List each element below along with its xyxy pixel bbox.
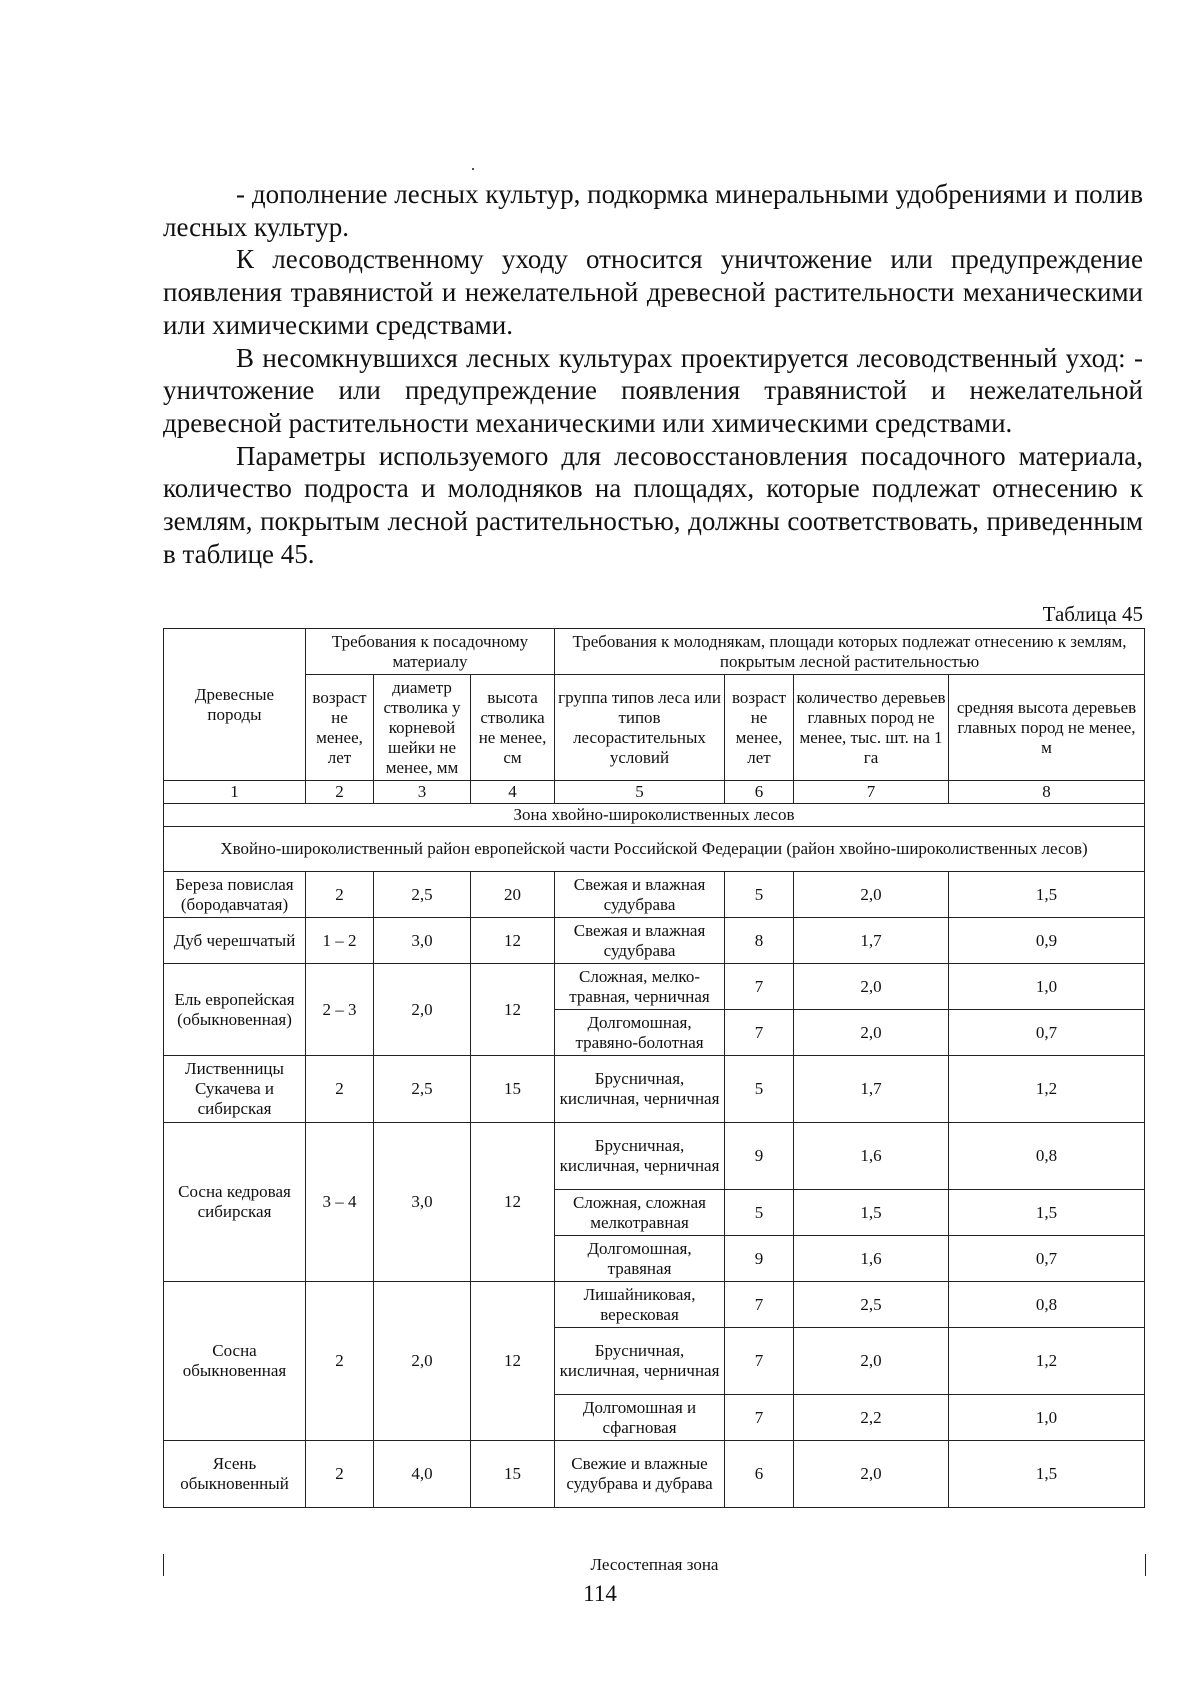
zone-row bbox=[164, 804, 1145, 827]
diameter-cell: 2,5 bbox=[374, 872, 471, 918]
tree-count-cell: 1,6 bbox=[794, 1236, 949, 1282]
young-age-cell: 7 bbox=[725, 1010, 794, 1056]
avg-height-cell: 0,7 bbox=[949, 1010, 1145, 1056]
column-number: 2 bbox=[306, 781, 374, 804]
forest-type-cell: Свежие и влажные судубрава и дубрава bbox=[555, 1441, 725, 1508]
avg-height-cell: 0,8 bbox=[949, 1282, 1145, 1328]
stem-height-cell: 12 bbox=[471, 918, 555, 964]
column-number-row bbox=[164, 781, 1145, 804]
diameter-cell: 2,0 bbox=[374, 964, 471, 1056]
species-cell: Сосна обыкновенная bbox=[164, 1282, 306, 1441]
young-age-cell: 5 bbox=[725, 872, 794, 918]
forest-type-cell: Лишайниковая, вересковая bbox=[555, 1282, 725, 1328]
young-age-cell: 9 bbox=[725, 1236, 794, 1282]
avg-height-cell: 0,9 bbox=[949, 918, 1145, 964]
table-row bbox=[164, 918, 1145, 964]
species-cell: Лиственницы Сукачева и сибирская bbox=[164, 1056, 306, 1123]
header-diameter: диаметр стволика у корневой шейки не менее, мм bbox=[374, 675, 471, 781]
table-row bbox=[164, 1056, 1145, 1123]
young-age-cell: 5 bbox=[725, 1190, 794, 1236]
tree-count-cell: 2,0 bbox=[794, 964, 949, 1010]
young-age-cell: 6 bbox=[725, 1441, 794, 1508]
avg-height-cell: 1,0 bbox=[949, 1395, 1145, 1441]
header-stem-height: высота стволика не менее, см bbox=[471, 675, 555, 781]
tree-count-cell: 1,7 bbox=[794, 918, 949, 964]
header-avg-height: средняя высота деревьев главных пород не менее, м bbox=[949, 675, 1145, 781]
tree-count-cell: 1,7 bbox=[794, 1056, 949, 1123]
young-age-cell: 9 bbox=[725, 1123, 794, 1190]
diameter-cell: 3,0 bbox=[374, 918, 471, 964]
young-age-cell: 7 bbox=[725, 964, 794, 1010]
planting-age-cell: 2 – 3 bbox=[306, 964, 374, 1056]
forest-type-cell: Брусничная, кисличная, черничная bbox=[555, 1123, 725, 1190]
tree-count-cell: 2,5 bbox=[794, 1282, 949, 1328]
species-cell: Ясень обыкновенный bbox=[164, 1441, 306, 1508]
diameter-cell: 4,0 bbox=[374, 1441, 471, 1508]
column-number: 4 bbox=[471, 781, 555, 804]
column-number: 5 bbox=[555, 781, 725, 804]
table-row bbox=[164, 964, 1145, 1010]
paragraph-3: В несомкнувшихся лесных культурах проектируется лесоводственный уход: - уничтожение или предупреждение появления травянистой и нежелательной древесной растительности механическими или химическими средствами. bbox=[163, 342, 1143, 438]
planting-age-cell: 1 – 2 bbox=[306, 918, 374, 964]
avg-height-cell: 1,5 bbox=[949, 1190, 1145, 1236]
forest-type-cell: Сложная, сложная мелкотравная bbox=[555, 1190, 725, 1236]
stem-height-cell: 20 bbox=[471, 872, 555, 918]
body-text bbox=[163, 178, 1143, 570]
tree-count-cell: 2,0 bbox=[794, 872, 949, 918]
diameter-cell: 2,5 bbox=[374, 1056, 471, 1123]
avg-height-cell: 0,7 bbox=[949, 1236, 1145, 1282]
forest-type-cell: Брусничная, кисличная, черничная bbox=[555, 1328, 725, 1395]
column-number: 6 bbox=[725, 781, 794, 804]
young-age-cell: 5 bbox=[725, 1056, 794, 1123]
forest-type-cell: Долгомошная и сфагновая bbox=[555, 1395, 725, 1441]
tree-count-cell: 2,2 bbox=[794, 1395, 949, 1441]
forest-type-cell: Сложная, мелко-травная, черничная bbox=[555, 964, 725, 1010]
header-tree-count: количество деревьев главных пород не менее, тыс. шт. на 1 га bbox=[794, 675, 949, 781]
tree-count-cell: 1,6 bbox=[794, 1123, 949, 1190]
table-row bbox=[164, 1123, 1145, 1190]
planting-age-cell: 2 bbox=[306, 1056, 374, 1123]
stem-height-cell: 12 bbox=[471, 1282, 555, 1441]
young-age-cell: 8 bbox=[725, 918, 794, 964]
column-number: 8 bbox=[949, 781, 1145, 804]
young-age-cell: 7 bbox=[725, 1328, 794, 1395]
region-row bbox=[164, 827, 1145, 872]
requirements-table bbox=[163, 628, 1145, 1508]
avg-height-cell: 1,2 bbox=[949, 1328, 1145, 1395]
species-cell: Ель европейская (обыкновенная) bbox=[164, 964, 306, 1056]
species-cell: Дуб черешчатый bbox=[164, 918, 306, 964]
column-number: 7 bbox=[794, 781, 949, 804]
young-age-cell: 7 bbox=[725, 1395, 794, 1441]
page-number: 114 bbox=[583, 1581, 617, 1606]
forest-type-cell: Свежая и влажная судубрава bbox=[555, 918, 725, 964]
tree-count-cell: 2,0 bbox=[794, 1328, 949, 1395]
planting-age-cell: 2 bbox=[306, 1441, 374, 1508]
forest-type-cell: Брусничная, кисличная, черничная bbox=[555, 1056, 725, 1123]
next-zone-title: Лесостепная зона bbox=[163, 1554, 1146, 1576]
column-number: 3 bbox=[374, 781, 471, 804]
table-row bbox=[164, 1282, 1145, 1328]
header-forest-type: группа типов леса или типов лесорастительных условий bbox=[555, 675, 725, 781]
paragraph-1: - дополнение лесных культур, подкормка минеральными удобрениями и полив лесных культур. bbox=[163, 179, 1143, 242]
tree-count-cell: 2,0 bbox=[794, 1441, 949, 1508]
species-cell: Сосна кедровая сибирская bbox=[164, 1123, 306, 1282]
diameter-cell: 2,0 bbox=[374, 1282, 471, 1441]
avg-height-cell: 0,8 bbox=[949, 1123, 1145, 1190]
header-group-young: Требования к молоднякам, площади которых подлежат отнесению к землям, покрытым лесной растительностью bbox=[555, 629, 1145, 675]
planting-age-cell: 2 bbox=[306, 1282, 374, 1441]
species-cell: Береза повислая (бородавчатая) bbox=[164, 872, 306, 918]
diameter-cell: 3,0 bbox=[374, 1123, 471, 1282]
paragraph-4: Параметры используемого для лесовосстановления посадочного материала, количество подроста и молодняков на площадях, которые подлежат отнесению к землям, покрытым лесной растительностью, должны соответствовать, приведенным в таблице 45. bbox=[163, 440, 1143, 569]
table-row bbox=[164, 1441, 1145, 1508]
stem-height-cell: 12 bbox=[471, 964, 555, 1056]
planting-age-cell: 2 bbox=[306, 872, 374, 918]
forest-type-cell: Свежая и влажная судубрава bbox=[555, 872, 725, 918]
tree-count-cell: 2,0 bbox=[794, 1010, 949, 1056]
table-row bbox=[164, 872, 1145, 918]
stem-height-cell: 12 bbox=[471, 1123, 555, 1282]
region-title: Хвойно-широколиственный район европейской части Российской Федерации (район хвойно-широколиственных лесов) bbox=[164, 827, 1145, 872]
avg-height-cell: 1,0 bbox=[949, 964, 1145, 1010]
avg-height-cell: 1,5 bbox=[949, 872, 1145, 918]
scan-speck bbox=[472, 168, 474, 170]
planting-age-cell: 3 – 4 bbox=[306, 1123, 374, 1282]
stem-height-cell: 15 bbox=[471, 1056, 555, 1123]
forest-type-cell: Долгомошная, травяная bbox=[555, 1236, 725, 1282]
paragraph-2: К лесоводственному уходу относится уничтожение или предупреждение появления травянистой и нежелательной древесной растительности механическими или химическими средствами. bbox=[163, 244, 1143, 340]
header-species: Древесные породы bbox=[164, 629, 306, 781]
column-number: 1 bbox=[164, 781, 306, 804]
header-group-planting: Требования к посадочному материалу bbox=[306, 629, 555, 675]
forest-type-cell: Долгомошная, травяно-болотная bbox=[555, 1010, 725, 1056]
avg-height-cell: 1,2 bbox=[949, 1056, 1145, 1123]
zone-title: Зона хвойно-широколиственных лесов bbox=[164, 804, 1145, 827]
table-caption: Таблица 45 bbox=[1042, 602, 1143, 626]
header-young-age: возраст не менее, лет bbox=[725, 675, 794, 781]
header-planting-age: возраст не менее, лет bbox=[306, 675, 374, 781]
avg-height-cell: 1,5 bbox=[949, 1441, 1145, 1508]
stem-height-cell: 15 bbox=[471, 1441, 555, 1508]
tree-count-cell: 1,5 bbox=[794, 1190, 949, 1236]
young-age-cell: 7 bbox=[725, 1282, 794, 1328]
